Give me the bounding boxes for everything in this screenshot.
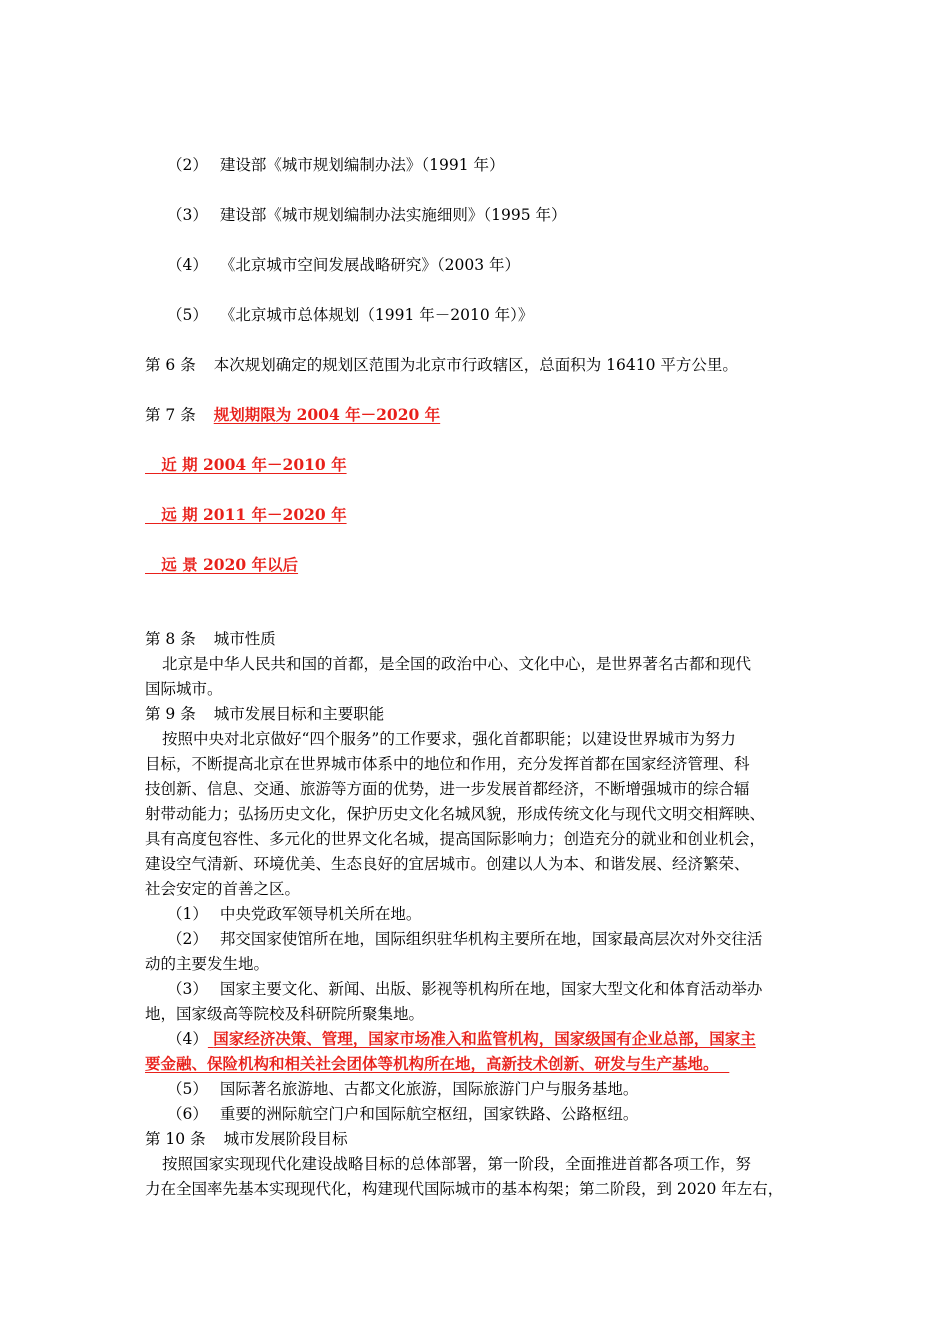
paragraph-line: 按照国家实现现代化建设战略目标的总体部署，第一阶段，全面推进首都各项工作，努 bbox=[162, 1155, 752, 1173]
reference-number: （2） bbox=[167, 156, 208, 174]
function-number: （2） bbox=[167, 930, 208, 948]
article-title: 城市性质 bbox=[213, 630, 276, 648]
article-title: 城市发展目标和主要职能 bbox=[213, 705, 385, 723]
function-number: （4） bbox=[167, 1030, 208, 1048]
reference-number: （3） bbox=[167, 206, 208, 224]
function-number: （3） bbox=[167, 980, 208, 998]
article-8-heading bbox=[145, 628, 276, 650]
function-item-continuation: 要金融、保险机构和相关社会团体等机构所在地，高新技术创新、研发与生产基地。 bbox=[145, 1054, 719, 1073]
function-item-continuation: 动的主要发生地。 bbox=[145, 955, 270, 973]
function-item-continuation: 地，国家级高等院校及科研院所聚集地。 bbox=[145, 1005, 425, 1023]
reference-item bbox=[167, 254, 520, 276]
function-item: （5） 国际著名旅游地、古都文化旅游，国际旅游门户与服务基地。 bbox=[167, 1080, 639, 1098]
period-vision: 远 景 2020 年以后 bbox=[161, 555, 299, 574]
function-number: （1） bbox=[167, 905, 208, 923]
function-item: （3） 国家主要文化、新闻、出版、影视等机构所在地，国家大型文化和体育活动举办 bbox=[167, 980, 763, 998]
reference-text: 《北京城市空间发展战略研究》（2003 年） bbox=[219, 256, 520, 274]
article-10-heading bbox=[145, 1128, 348, 1150]
paragraph-line: 具有高度包容性、多元化的世界文化名城，提高国际影响力；创造充分的就业和创业机会， bbox=[145, 830, 766, 848]
article-label: 第 10 条 bbox=[145, 1130, 206, 1148]
article-label: 第 7 条 bbox=[145, 406, 196, 424]
reference-item bbox=[167, 154, 505, 176]
reference-text: 建设部《城市规划编制办法实施细则》（1995 年） bbox=[219, 206, 567, 224]
paragraph-line: 社会安定的首善之区。 bbox=[145, 880, 301, 898]
reference-item bbox=[167, 204, 567, 226]
reference-text: 《北京城市总体规划（1991 年－2010 年）》 bbox=[219, 306, 534, 324]
function-item-highlighted: （4） 国家经济决策、管理，国家市场准入和监管机构，国家级国有企业总部，国家主 bbox=[167, 1029, 756, 1048]
article-label: 第 9 条 bbox=[145, 705, 196, 723]
paragraph-line: 北京是中华人民共和国的首都，是全国的政治中心、文化中心，是世界著名古都和现代 bbox=[162, 655, 752, 673]
function-item: （6） 重要的洲际航空门户和国际航空枢纽，国家铁路、公路枢纽。 bbox=[167, 1105, 639, 1123]
paragraph-line: 射带动能力；弘扬历史文化，保护历史文化名城风貌，形成传统文化与现代文明交相辉映、 bbox=[145, 805, 766, 823]
reference-number: （5） bbox=[167, 306, 208, 324]
paragraph-line: 力在全国率先基本实现现代化，构建现代国际城市的基本构架；第二阶段，到 2020 年左右， bbox=[145, 1180, 784, 1198]
article-label: 第 8 条 bbox=[145, 630, 196, 648]
paragraph-line: 建设空气清新、环境优美、生态良好的宜居城市。创建以人为本、和谐发展、经济繁荣、 bbox=[145, 855, 750, 873]
function-item: （2） 邦交国家使馆所在地，国际组织驻华机构主要所在地，国家最高层次对外交往活 bbox=[167, 930, 763, 948]
reference-number: （4） bbox=[167, 256, 208, 274]
function-number: （6） bbox=[167, 1105, 208, 1123]
period-long-term: 远 期 2011 年－2020 年 bbox=[161, 505, 347, 524]
paragraph-line: 目标，不断提高北京在世界城市体系中的地位和作用，充分发挥首都在国家经济管理、科 bbox=[145, 755, 750, 773]
function-item: （1） 中央党政军领导机关所在地。 bbox=[167, 905, 422, 923]
planning-period-text: 规划期限为 2004 年－2020 年 bbox=[213, 405, 441, 424]
reference-text: 建设部《城市规划编制办法》（1991 年） bbox=[219, 156, 505, 174]
paragraph-line: 国际城市。 bbox=[145, 680, 223, 698]
period-near-term: 近 期 2004 年－2010 年 bbox=[161, 455, 347, 474]
article-7 bbox=[145, 404, 440, 426]
article-6 bbox=[145, 354, 738, 376]
paragraph-line: 技创新、信息、交通、旅游等方面的优势，进一步发展首都经济，不断增强城市的综合辐 bbox=[145, 780, 750, 798]
article-9-heading bbox=[145, 703, 384, 725]
paragraph-line: 按照中央对北京做好“四个服务”的工作要求，强化首都职能；以建设世界城市为努力 bbox=[162, 730, 736, 748]
article-label: 第 6 条 bbox=[145, 356, 196, 374]
function-number: （5） bbox=[167, 1080, 208, 1098]
article-text: 本次规划确定的规划区范围为北京市行政辖区，总面积为 16410 平方公里。 bbox=[213, 356, 738, 374]
article-title: 城市发展阶段目标 bbox=[223, 1130, 348, 1148]
reference-item bbox=[167, 304, 533, 326]
